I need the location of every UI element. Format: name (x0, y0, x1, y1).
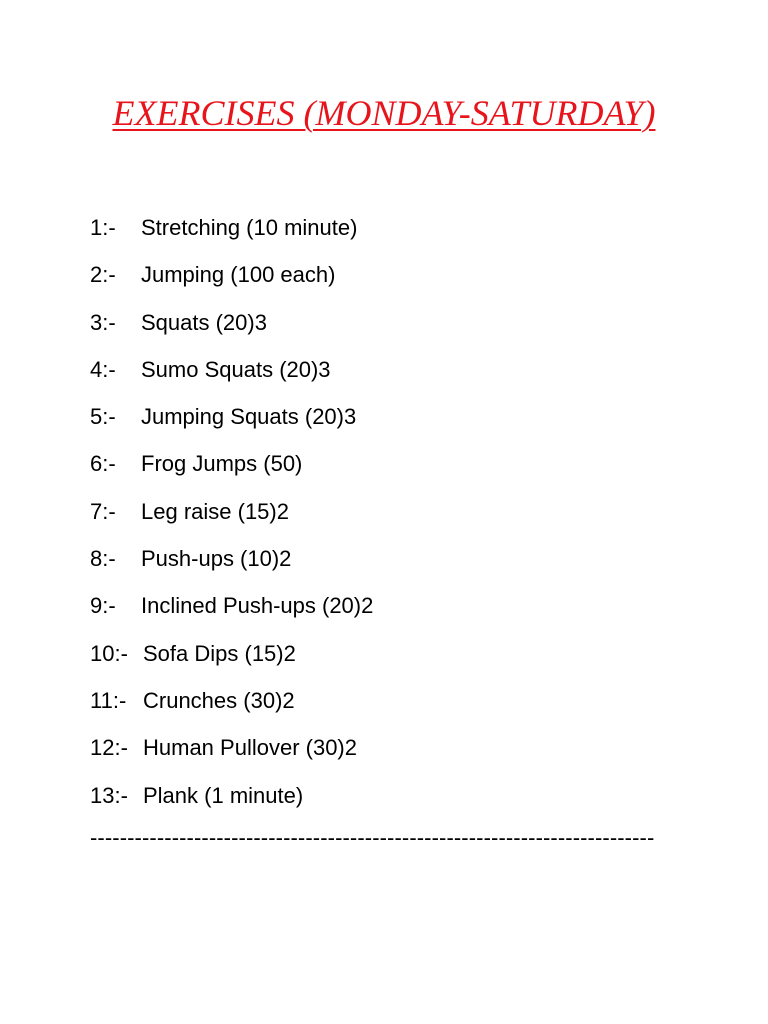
item-text: Stretching (10 minute) (141, 215, 358, 240)
item-number: 13:- (90, 782, 128, 808)
list-item (90, 346, 373, 393)
item-number: 1:- (90, 215, 116, 240)
item-number: 11:- (90, 687, 127, 713)
item-text: Sumo Squats (20)3 (141, 356, 331, 382)
list-item (90, 440, 373, 487)
list-item (90, 724, 373, 771)
item-number: 4:- (90, 356, 116, 382)
exercise-list (90, 204, 373, 819)
item-text: Plank (1 minute) (143, 782, 304, 808)
list-item (90, 535, 373, 582)
item-number: 8:- (90, 546, 116, 572)
item-text: Jumping Squats (20)3 (141, 404, 357, 430)
item-text: Frog Jumps (50) (141, 451, 303, 477)
item-text: Sofa Dips (15)2 (143, 640, 296, 666)
document-title: EXERCISES (MONDAY-SATURDAY) (112, 93, 656, 133)
list-item (90, 582, 373, 629)
list-item (90, 772, 373, 819)
item-text: Leg raise (15)2 (141, 498, 289, 524)
list-item (90, 630, 373, 677)
item-number: 2:- (90, 262, 116, 288)
item-number: 12:- (90, 735, 128, 761)
list-item (90, 488, 373, 535)
list-item (90, 204, 373, 251)
item-text: Inclined Push-ups (20)2 (141, 593, 374, 619)
list-item (90, 299, 373, 346)
item-number: 3:- (90, 309, 116, 335)
item-text: Push-ups (10)2 (141, 546, 292, 572)
list-item (90, 251, 373, 298)
dashed-divider: ---------------------------------------------------------------------------- (90, 825, 655, 850)
item-text: Squats (20)3 (141, 309, 267, 335)
item-text: Jumping (100 each) (141, 262, 336, 288)
item-number: 7:- (90, 498, 116, 524)
list-item (90, 393, 373, 440)
item-text: Crunches (30)2 (143, 687, 295, 713)
item-number: 10:- (90, 640, 128, 666)
item-text: Human Pullover (30)2 (143, 735, 357, 761)
item-number: 9:- (90, 593, 116, 619)
item-number: 6:- (90, 451, 116, 477)
list-item (90, 677, 373, 724)
item-number: 5:- (90, 404, 116, 430)
